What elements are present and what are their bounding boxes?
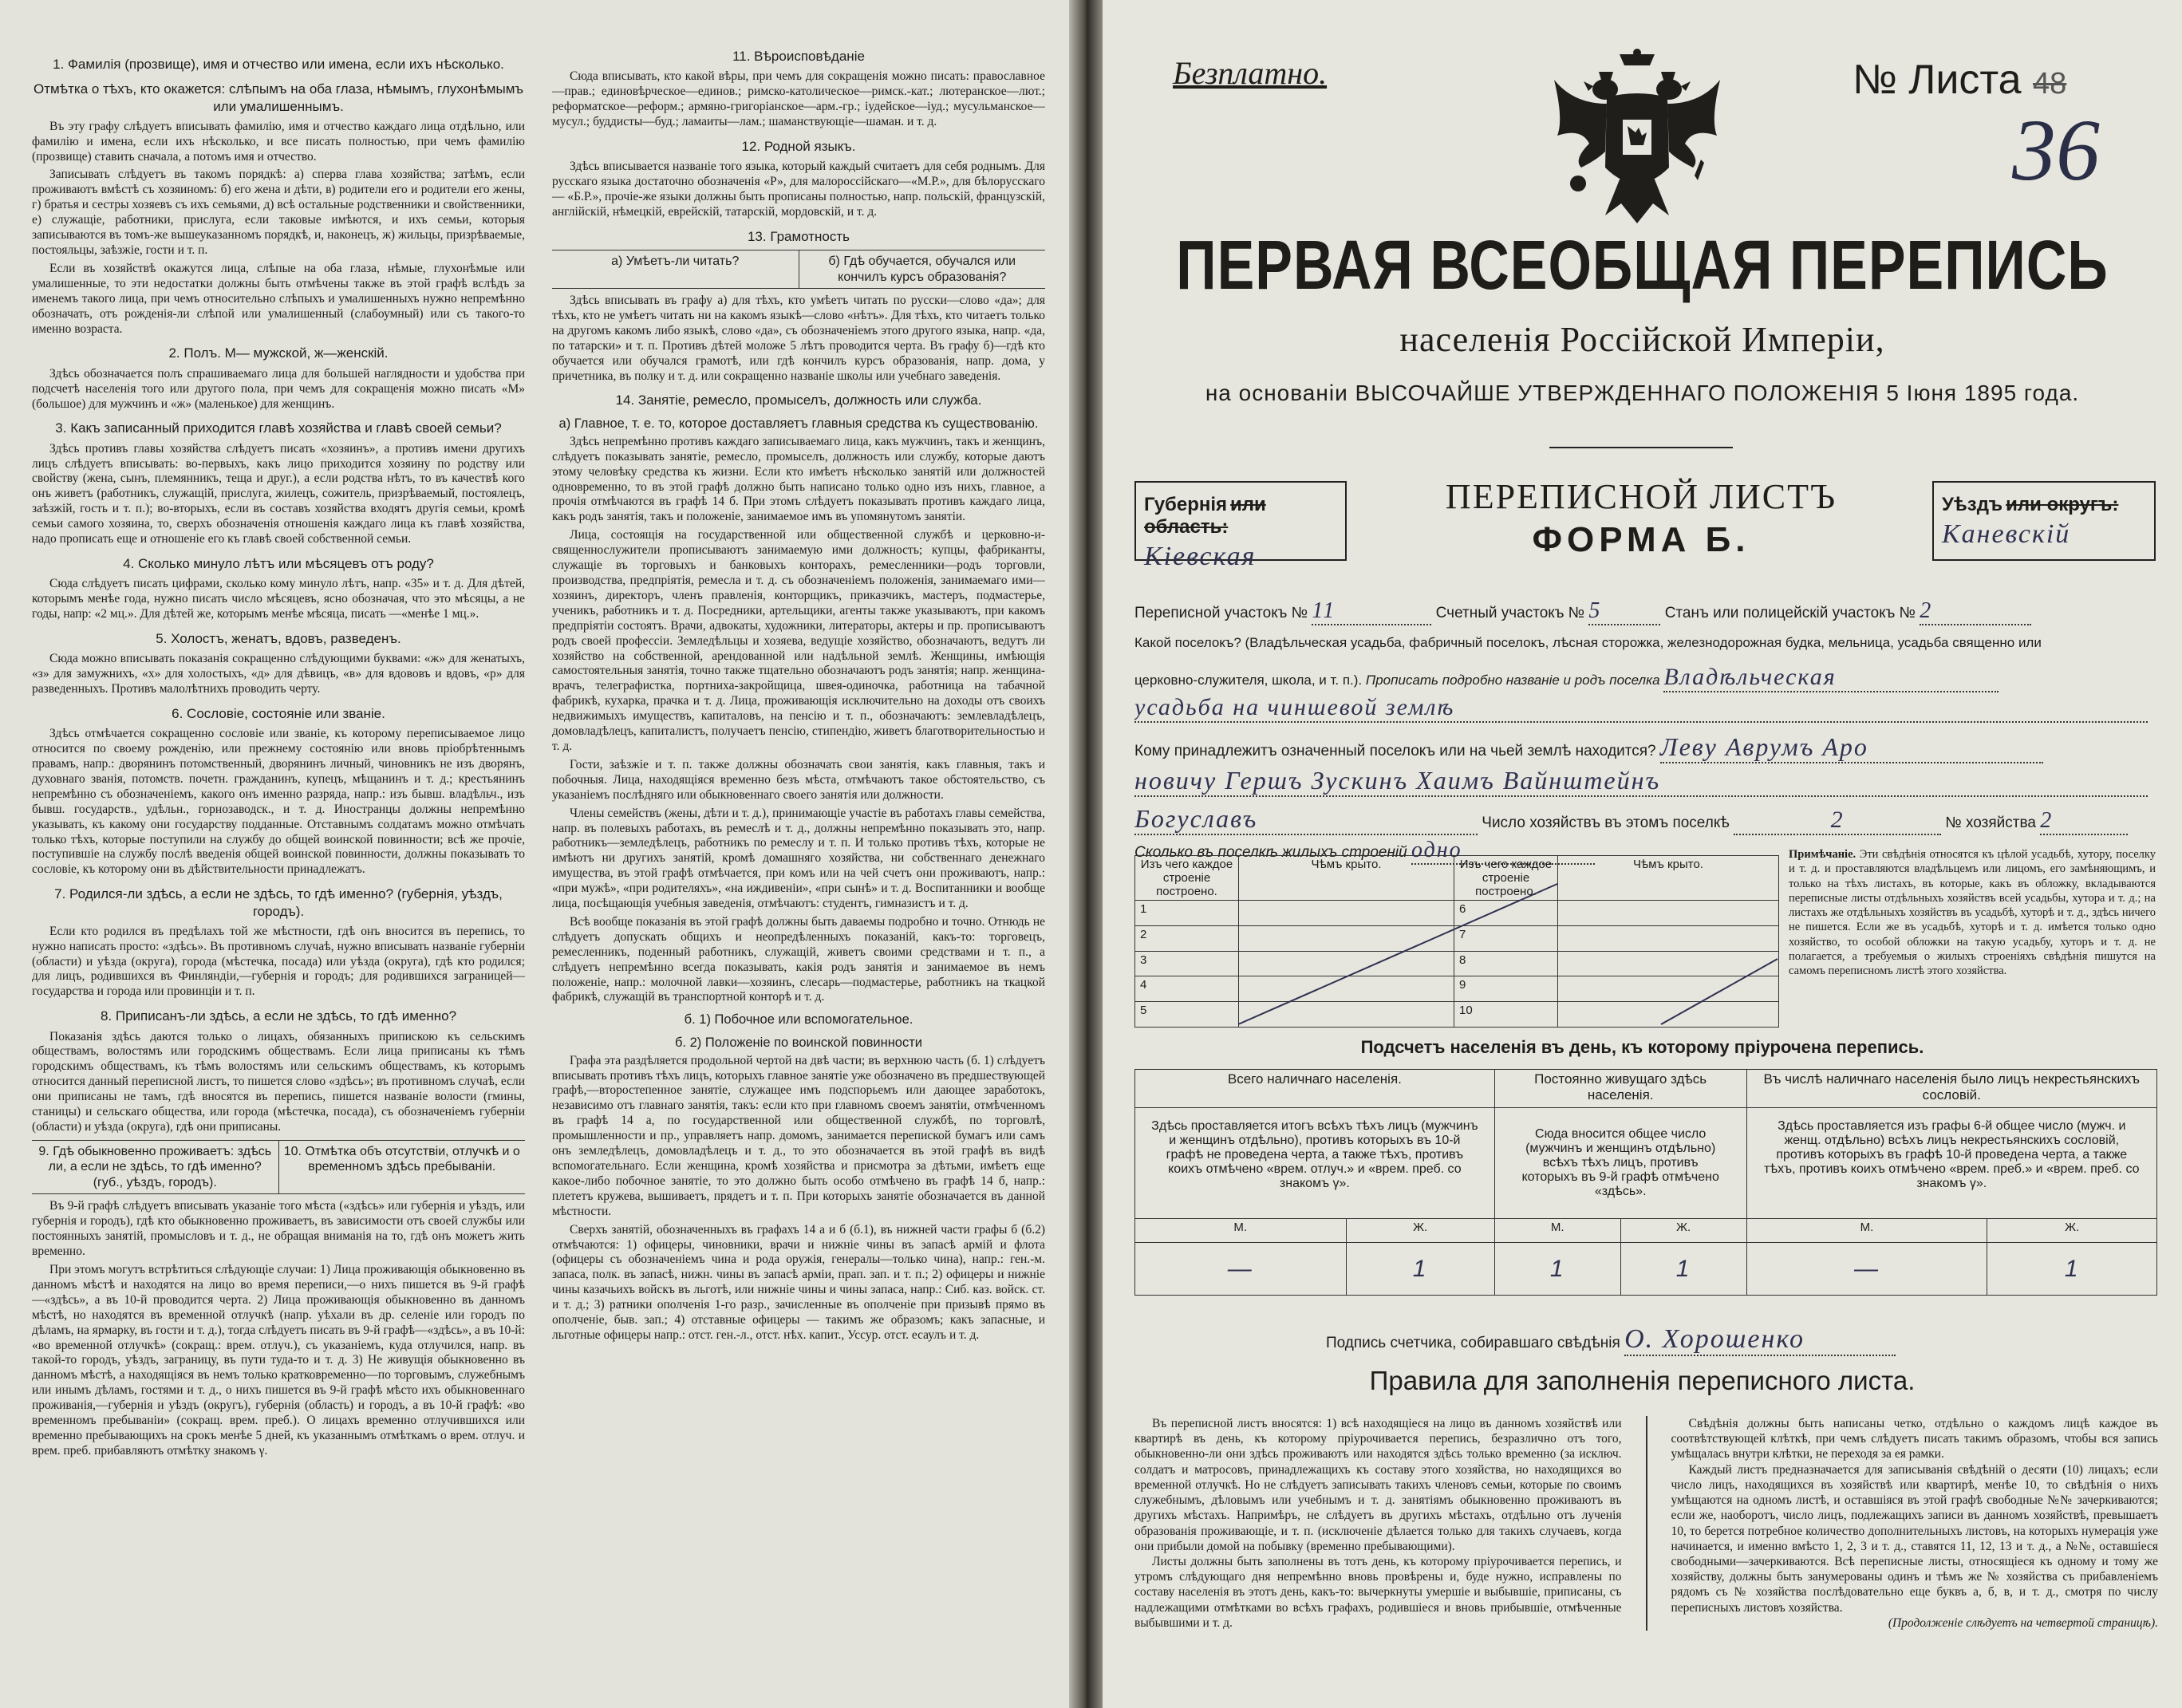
divider — [1646, 1416, 1647, 1631]
paragraph: Здѣсь вписывается названіе того языка, который каждый считаетъ для себя роднымъ. Для русскаго языка достаточно обозначенія «Р», для малороссійскаго—«М.Р.», для бѣлорусскаго — «Б.Р.», прочіе-же языки должны быть прописаны полностью, напр. польскій, французскій, англійскій, нѣмецкій, еврейскій, татарскій, мордовскій, и т. д. — [552, 160, 1045, 219]
district-row: Переписной участокъ № 11 Счетный участокъ № 5 Станъ или полицейскій участокъ № 2 — [1134, 598, 2158, 625]
sheet-number-old: 48 — [2033, 67, 2067, 101]
divider — [1549, 447, 1733, 448]
paragraph: Члены семействъ (жены, дѣти и т. д.), принимающіе участіе въ работахъ главы семейства, напр. въ полевыхъ работахъ, въ ремеслѣ и т. д., должны непремѣнно показывать это, напр. работникъ—земледѣлецъ, работникъ по ремеслу и т. п. И только противъ тѣхъ, которые не имѣютъ ни другихъ занятій, кромѣ домашняго хозяйства, ни собственнаго денежнаго имущества, въ этой графѣ отмѣчается, при комъ или на чей счетъ они проживаютъ, напр.: «при мужѣ», «при родителяхъ», «на иждивеніи», «при сынѣ» и т. д. Воспитанники и вообще лица, посѣщающія учебныя заведенія, отмѣчаютъ: студентъ, гимназистъ и т. д. — [552, 806, 1045, 911]
owner-value: Леву Аврумъ Аро — [1660, 732, 2043, 763]
paragraph: Здѣсь вписывать въ графу а) для тѣхъ, кто умѣетъ читать по русски—слово «да»; для тѣхъ, кто не умѣетъ читать ни на какомъ языкѣ—слово «нѣтъ». Для тѣхъ, кто читаетъ только на другомъ какомъ либо языкѣ, слово «да», съ обозначеніемъ этого другого языка, напр. «да, по татарски» и т. п. Противъ дѣтей моложе 5 лѣтъ проводится черта. Въ графу б)—гдѣ кто обучается или обучался грамотѣ, или гдѣ кончилъ курсъ образованія, напр. дома, у причетника, въ полку и т. д. или сокращенно названіе школы или учебнаго заведенія. — [552, 294, 1045, 383]
paragraph: Каждый листъ предназначается для записыванія свѣдѣній о десяти (10) лицахъ; если число лицъ, находящихся въ хозяйствѣ или квартирѣ, менѣе 10, то свѣдѣнія о нихъ умѣщаются на одномъ листѣ, и оставшіяся въ этой графѣ свободные №№ зачеркиваются; если же, наоборотъ, число лицъ, подлежащихъ записи въ данномъ хозяйствѣ, превышаетъ 10, то берется потребное количество дополнительныхъ листовъ, на которыхъ нумерація уже начинается, и именно вмѣсто 1, 2, 3 и т. д., ставятся 11, 12, 13 и т. д., а №№, оставшіеся свободными—зачеркиваются. Всѣ переписные листы, относящіеся къ одному и тому же хозяйству, должны быть занумерованы одинъ и тѣмъ же № хозяйства съ прибавленіемъ рядомъ съ № хозяйства послѣдовательно еще буквъ а, б, в, и т. д., смотря по числу переписныхъ листовъ хозяйства. — [1671, 1462, 2158, 1615]
paragraph: Въ 9-й графѣ слѣдуетъ вписывать указаніе того мѣста («здѣсь» или губернія и уѣздъ, или губернія и городъ), гдѣ кто обыкновенно проживаетъ, въ зависимости отъ своей службы или постоянныхъ занятій, промысловъ и т. д., не обращая вниманія на то, гдѣ онъ можетъ жить временно. — [32, 1199, 525, 1259]
column-header: Всего наличнаго населенія. — [1135, 1070, 1495, 1108]
guberniya-box — [1134, 481, 1347, 571]
uezd-value: Каневскій — [1942, 519, 2071, 549]
paragraph: Здѣсь отмѣчается сокращенно сословіе или званіе, къ которому переписываемое лицо относится по своему рожденію, или прежнему состоянію или вновь пріобрѣтеннымъ правамъ, напр.: дворянинъ потомственный, дворянинъ личный, чиновникъ не изъ дворянъ, духовнаго званія, потомств. почетн. гражданинъ, купецъ, мѣщанинъ и т. д.; крестьянинъ непремѣнно съ обозначеніемъ, какого онъ именно разряда, напр.: изъ бывш. владѣльч., изъ бывш. государств., удѣльн., горнозаводск., и т. д. Иностранцы должны непремѣнно указывать, къ какому они государству подданные. Отставнымъ солдатамъ можно отмѣчать только тѣхъ, которые поступили на службу до общей воинской повинности; всѣ же прочіе, поступившіе на службу послѣ введенія общей воинской повинности, должны показывать то сословіе, къ которому они въ дѣйствительности принадлежатъ. — [32, 727, 525, 877]
settlement-name-value: Владѣльческая — [1663, 664, 1999, 692]
households-row: Богуславъ Число хозяйствъ въ этомъ поселкѣ 2 № хозяйства 2 — [1134, 804, 2158, 835]
rules-column-2 — [1671, 1416, 2159, 1631]
sheet-number-value: 36 — [2012, 101, 2100, 199]
section-heading: 4. Сколько минуло лѣтъ или мѣсяцевъ отъ роду? — [123, 556, 434, 571]
double-headed-eagle-emblem — [1549, 48, 1725, 231]
paragraph: Здѣсь непремѣнно противъ каждаго записываемаго лица, какъ мужчинъ, такъ и женщинъ, слѣдуетъ показывать занятіе, ремесло, промыселъ, должность или службу, которые даютъ этому человѣку средства къ жизни. Если кто имѣетъ нѣсколько занятій или должностей одновременно, то въ этой графѣ должно быть написано только одно изъ нихъ, главное, а прочія отмѣчаются въ графѣ 14 б. При этомъ слѣдуетъ показывать противъ каждаго лица, какъ родъ занятія, такъ и положеніе, занимаемое имъ въ упомянутомъ занятіи. — [552, 434, 1045, 524]
column-header: Изъ чего каждое строеніе построено. — [1454, 856, 1558, 901]
guberniya-value: Кіевская — [1144, 542, 1257, 571]
free-label: Безплатно. — [1173, 55, 1328, 91]
row-number: 6 — [1454, 901, 1558, 926]
census-form-page — [1103, 0, 2182, 1708]
counting-district-number: 5 — [1588, 598, 1660, 625]
uezd-box — [1932, 481, 2156, 561]
rules-column-1 — [1134, 1416, 1622, 1631]
owner-row: Кому принадлежитъ означенный поселокъ или на чьей землѣ находится? Леву Аврумъ Аро — [1134, 732, 2158, 763]
section-heading: 6. Сословіе, состояніе или званіе. — [172, 705, 385, 721]
uezd-struck-label: или округъ: — [2006, 494, 2119, 515]
split-heading — [552, 250, 1045, 289]
row-number: 7 — [1454, 925, 1558, 951]
paragraph: Свѣдѣнія должны быть написаны четко, отдѣльно о каждомъ лицѣ каждое въ соотвѣтствующей клѣткѣ, при чемъ слѣдуетъ писать такимъ образомъ, чтобы вся запись умѣщалась внутри клѣтки, не переходя за ея рамки. — [1671, 1417, 2158, 1461]
section-heading: 5. Холостъ, женатъ, вдовъ, разведенъ. — [156, 630, 401, 646]
strike-through-lines — [1134, 855, 1779, 1028]
row-number: 3 — [1135, 951, 1239, 976]
section-heading: б) Гдѣ обучается, обучался или кончилъ курсъ образованія? — [799, 250, 1046, 288]
paragraph: Лица, состоящія на государственной или общественной службѣ и церковно-и-священнослужители прописываютъ занимаемую ими должность; купцы, фабриканты, служащіе въ торговыхъ и банковыхъ конторахъ, ремесленники—родъ торговли, производства, предпріятія, ремесла и т. д. съ обозначеніемъ положенія, занимаемаго ими—хозяинъ, директоръ, членъ правленія, конторщикъ, приказчикъ, мастеръ, подмастерье, ученикъ, работникъ и т. д. Посредники, артельщики, агенты также указываютъ, при какомъ предпріятіи состоятъ. Врачи, адвокаты, художники, литераторы, актеры и пр. прописываютъ родъ своей профессіи. Земледѣльцы и хозяева, ведущіе хозяйство, обозначаютъ, ведутъ ли хозяйство на собственной, арендованной или надѣльной землѣ. Женщины, имѣющія самостоятельныя занятія, точно также тщательно обозначаютъ родъ занятія; напр. женщина-врачъ, телеграфистка, портниха-закройщица, швея-одиночка, работница на табачной фабрикѣ, кухарка, прачка и т. д. Лица, проживающія исключительно на доходы отъ своихъ недвижимыхъ имуществъ, капиталовъ, на пенсію и т. п., обозначаютъ: землевладѣлецъ, домовладѣлецъ, капиталистъ, получаетъ пенсію, стипендію, живетъ благотворительностью и т. д. — [552, 528, 1045, 753]
police-district-number: 2 — [1920, 598, 2031, 625]
male-header: М. — [1494, 1219, 1620, 1243]
paragraph: При этомъ могутъ встрѣтиться слѣдующіе случаи: 1) Лица проживающія обыкновенно въ данномъ мѣстѣ и находятся на лицо во время переписи,—о нихъ пишется въ 9-й графѣ—«здѣсь», а въ 10-й проводится черта. 2) Лица проживающія обыкновенно въ данномъ мѣстѣ, но находятся въ временной отлучкѣ (напр. уѣхали въ др. селеніе или городъ по дѣламъ, на ярмарку, въ гости и т. д.), тогда слѣдуетъ писать въ 9-й графѣ—«здѣсь», а въ 10-й: «во временной отлучкѣ» (сокращ.: врем. отлуч.), съ указаніемъ, куда отлучился, напр. въ такой-то городъ, уѣздъ, заграницу, въ пути туда-то и т. д. 3) Не живущія обыкновенно въ данномъ мѣстѣ, а находящіяся въ немъ только кратковременно—по торговымъ, служебнымъ или инымъ дѣламъ, гостями и т. д., о нихъ пишется въ 9-й графѣ мѣсто ихъ обыкновеннаго проживанія,—губернія и уѣздъ (округъ), губернія (область) и городъ, а въ 10-й графѣ: «во временномъ пребываніи» (сокращ. врем. преб.). О лицахъ временно отлучившихся или временно пребывающихъ на срокъ менѣе 5 дней, къ указаннымъ отмѣткамъ о врем. отлуч. и врем. преб. прибавляютъ отмѣтку знакомъ γ. — [32, 1263, 525, 1458]
female-header: Ж. — [1346, 1219, 1494, 1243]
owner-value-end: Богуславъ — [1134, 804, 1478, 835]
section-subheading: б. 1) Побочное или вспомогательное. — [684, 1012, 913, 1028]
section-heading: 1. Фамилія (прозвище), имя и отчество или имена, если ихъ нѣсколько. — [53, 57, 504, 72]
paragraph: Всѣ вообще показанія въ этой графѣ должны быть даваемы подробно и точно. Отнюдь не слѣдуетъ допускать общихъ и неопредѣленныхъ показаній, какъ-то: торговецъ, ремесленникъ, поденный работникъ, служащій, живетъ своими средствами и т. п., а слѣдуетъ непремѣнно всегда показывать, какія родъ занятія и занимаемое въ немъ положеніе, напр.: молочной лавки—хозяинъ, слесарь—подмастерье, работникъ на ткацкой фабрикѣ, служащій въ транспортной конторѣ и т. д. — [552, 914, 1045, 1004]
column-header: Чѣмъ крыто. — [1558, 856, 1779, 901]
paragraph: Въ переписной листъ вносятся: 1) всѣ находящіеся на лицо въ данномъ хозяйствѣ или квартирѣ въ день, къ которому пріурочивается перепись, безразлично отъ того, обыкновенно-ли они здѣсь проживаютъ или находятся здѣсь только временно (за исключ. солдатъ и матросовъ, принадлежащихъ къ составу этого хозяйства, но находящихся во временной отлучкѣ. Но не слѣдуетъ записывать такихъ членовъ семьи, которые по своимъ служебнымъ, дѣловымъ или учебнымъ и т. д. занятіямъ обыкновенно проживаютъ въ другихъ мѣстахъ. Напримѣръ, не слѣдуетъ въ другихъ мѣстахъ, отдѣльно отъ лученія образованія проживающіе, и т. п. (исключеніе дѣлается только для такихъ случаевъ, когда они прибыли домой на побывку (временно пребывающими). — [1134, 1417, 1622, 1553]
instructions-page — [0, 0, 1069, 1708]
paragraph: Если кто родился въ предѣлахъ той же мѣстности, гдѣ онъ вносится въ перепись, то нужно написать просто: «здѣсь». Въ противномъ случаѣ, нужно вписывать названіе губерніи (области) и уѣзда (округа), города (мѣстечка, посада) или уѣзда (округа), гдѣ кто родился; для лицъ, родившихся въ Финляндіи,—губернія и городъ; для родившихся заграницей—государства и города или провинціи и т. п. — [32, 924, 525, 999]
signature-label: Подпись счетчика, собиравшаго свѣдѣнія — [1326, 1335, 1620, 1351]
sheet-number-label: № Листа 48 — [1853, 57, 2067, 103]
section-subheading: а) Главное, т. е. то, которое доставляетъ главныя средства къ существованію. — [558, 416, 1039, 431]
paragraph: Записывать слѣдуетъ въ такомъ порядкѣ: а) сперва глава хозяйства; затѣмъ, если проживаютъ вмѣстѣ съ хозяиномъ: б) его жена и дѣти, в) родители его и родители его жены, г) братья и сестры хозяевъ съ ихъ семьями, д) всѣ остальные родственники и свойственники, е) служащіе, работники, прислуга, если таковые имѣются, и ихъ семьи, которыя записываются въ томъ-же вышеуказанномъ порядкѣ, и, наконецъ, ж) жильцы, призрѣваемые, постояльцы, заѣзжіе, гости и т. п. — [32, 168, 525, 257]
paragraph: Сюда можно вписывать показанія сокращенно слѣдующими буквами: «ж» для женатыхъ, «з» для замужнихъ, «х» для холостыхъ, «д» для дѣвицъ, «в» для вдововъ и вдовъ, «р» для разведенныхъ. Противъ малолѣтнихъ проводить черту. — [32, 652, 525, 696]
column-description: Сюда вносится общее число (мужчинъ и женщинъ отдѣльно) всѣхъ тѣхъ лицъ, противъ которыхъ въ 9-й графѣ отмѣчено «здѣсь». — [1494, 1108, 1746, 1219]
section-heading: а) Умѣетъ-ли читать? — [611, 254, 740, 268]
section-heading: Отмѣтка о тѣхъ, кто окажется: слѣпымъ на оба глаза, нѣмымъ, глухонѣмымъ или умалишеннымъ. — [33, 81, 524, 114]
split-heading — [32, 1140, 525, 1195]
owner-row-cont — [1134, 766, 2158, 797]
row-number: 9 — [1454, 976, 1558, 1002]
paragraph: Сюда вписывать, кто какой вѣры, при чемъ для сокращенія можно писать: православное—прав.; единовѣрческое—единов.; римско-католическое—римск.-кат.; лютеранское—лют.; реформатское—реформ.; армяно-григоріанское—арм.-гр.; іудейское—іуд.; мусульманское—мусул.; буддисты—буд.; ламаиты—лам.; шаманствующіе—шаман. и т. д. — [552, 69, 1045, 128]
present-male-value: — — [1135, 1243, 1347, 1296]
households-count: 2 — [1734, 807, 1941, 835]
column-header: Изъ чего каждое строеніе построено. — [1135, 856, 1239, 901]
nonpeasant-male-value: — — [1746, 1243, 1987, 1296]
paragraph: Сверхъ занятій, обозначенныхъ въ графахъ 14 а и б (б.1), въ нижней части графы б (б.2) отмѣчаются: 1) офицеры, чиновники, врачи и нижніе чины въ запасѣ армій и флота (офицеры съ обозначеніемъ чина и рода оружія, генералы—только чина), напр.: ген.-м. запаса, полк. въ запасѣ, нижн. чины въ запасѣ арміи, прап. зап. и т. п.; 2) офицеры и нижніе чины казачьихъ войскъ въ льготѣ, или нижніе чины и чины запаса, напр.: Сиб. каз. войск. ст. и т. д.; 3) ратники ополченія 1-го разр., зачисленные въ ополченіе при призывѣ прямо въ ополченіе, быв. зап.; 4) отставные офицеры — такимъ же образомъ; какъ запасные, и льготные офицеры напр.: отст. ген.-л., отст. нѣх. капит., Уссур. отст. есаулъ и т. д. — [552, 1222, 1045, 1342]
paragraph: Сюда слѣдуетъ писать цифрами, сколько кому минуло лѣтъ, напр. «35» и т. д. Для дѣтей, которымъ менѣе года, нужно писать число мѣсяцевъ, ясно обозначая, что это мѣсяцы, а не годы, напр: «2 мц.». Для дѣтей же, которымъ менѣе мѣсяца, писать —«менѣе 1 мц.». — [32, 577, 525, 621]
section-heading: 11. Вѣроисповѣданіе — [732, 49, 865, 64]
male-header: М. — [1135, 1219, 1347, 1243]
paragraph: Графа эта раздѣляется продольной чертой на двѣ части; въ верхнюю часть (б. 1) слѣдуетъ вписывать противъ тѣхъ лицъ, которыхъ главное занятіе уже обозначено въ предшествующей графѣ,—второстепенное занятіе, служащее имъ подспорьемъ или дающее заработокъ, независимо отъ главнаго занятія, такъ: если кто при главномъ своемъ занятіи, отмѣченномъ въ графѣ 14 а, по государственной или общественной службѣ, по торговлѣ, промышленности и пр., управляетъ напр. домомъ, занимается перепиской бумагъ или самъ онъ земледѣлецъ, домовладѣлецъ и т. д., то это обозначается въ этой графѣ въ видѣ вспомогательнаго. Если женщина, кромѣ хозяйства и присмотра за дѣтьми, имѣетъ еще какое-либо побочное занятіе, то это должно быть особо отмѣчено въ графѣ 14 б, напр.: плететъ кружева, вышиваетъ, прядетъ и т. п. При которыхъ занятіе обозначается въ данной мѣстности. — [552, 1053, 1045, 1218]
guberniya-struck-label: или область: — [1144, 494, 1266, 538]
paragraph: Показанія здѣсь даются только о лицахъ, обязанныхъ припискою къ сельскимъ обществамъ, волостямъ или городскимъ обществамъ. Если лица приписаны къ тѣмъ городскимъ обществамъ, къ тѣмъ волостямъ или сельскимъ обществамъ, къ которымъ относится данный переписной листъ, то пишется слово «здѣсь»; въ противномъ случаѣ, если они приписаны не тамъ, гдѣ вносятся въ перепись, пишется названіе волости (гмины, станицы) и сельскаго общества, или города (мѣстечка, посада), съ обозначеніемъ губерніи (области) и уѣзда (округа), гдѣ они приписаны. — [32, 1029, 525, 1134]
section-heading: 8. Приписанъ-ли здѣсь, а если не здѣсь, то гдѣ именно? — [100, 1008, 457, 1024]
male-header: М. — [1746, 1219, 1987, 1243]
settlement-name-value-cont: усадьба на чиншевой землѣ — [1134, 694, 2148, 723]
resident-female-value: 1 — [1620, 1243, 1746, 1296]
household-number: 2 — [2040, 808, 2128, 835]
population-count-table — [1134, 1069, 2157, 1296]
guberniya-label: Губернія — [1144, 494, 1228, 515]
female-header: Ж. — [1987, 1219, 2157, 1243]
section-heading: 12. Родной языкъ. — [741, 138, 856, 154]
row-number: 1 — [1135, 901, 1239, 926]
instructions-column-1 — [32, 48, 525, 1684]
nonpeasant-female-value: 1 — [1987, 1243, 2157, 1296]
row-number: 8 — [1454, 951, 1558, 976]
form-heading — [1350, 476, 1932, 560]
rules-section — [1134, 1416, 2158, 1631]
section-heading: 2. Полъ. М— мужской, ж—женскій. — [168, 345, 389, 361]
census-subtitle: населенія Россійской Имперіи, — [1399, 320, 1885, 359]
rules-title: Правила для заполненія переписного листа. — [1369, 1366, 1916, 1395]
district-number: 11 — [1312, 598, 1431, 625]
paragraph: Гости, заѣзжіе и т. п. также должны обозначать свои занятія, какъ главныя, такъ и побочныя. Лица, находящіяся временно безъ мѣста, отмѣчаютъ такое обстоятельство, съ указаніемъ послѣдняго или обыкновеннаго своего занятія или должности. — [552, 757, 1045, 802]
row-number: 4 — [1135, 976, 1239, 1002]
owner-value-cont: новичу Гершъ Зускинъ Хаимъ Вайнштейнъ — [1134, 766, 2148, 797]
section-heading: 3. Какъ записанный приходится главѣ хозяйства и главѣ своей семьи? — [55, 420, 502, 436]
form-type: ФОРМА Б. — [1532, 520, 1750, 559]
row-number: 5 — [1135, 1002, 1239, 1028]
note-text: Эти свѣдѣнія относятся къ цѣлой усадьбѣ, хутору, поселку и т. д. и проставляются владѣльцемъ или лицомъ, его замѣняющимъ, и только на тѣхъ листахъ, въ которые, какъ въ обложку, вкладываются переписные листы отдѣльныхъ хозяйствъ всей усадьбы, хутора и т. д.; на листахъ же отдѣльныхъ хозяйствъ въ усадьбѣ, хуторѣ и т. д., здѣсь ничего не пишется. Если же въ усадьбѣ, хуторѣ и т. д. имѣется только одно хозяйство, то особой обложки на такую усадьбу, хуторъ и т. д. не полагается, а требуемыя о жилыхъ строеніяхъ свѣдѣнія пишутся на самомъ переписномъ листѣ этого хозяйства. — [1789, 848, 2156, 978]
settlement-type-row: Какой поселокъ? (Владѣльческая усадьба, фабричный поселокъ, лѣсная сторожка, железнодорожная будка, мельница, усадьба священно или — [1134, 635, 2042, 650]
paragraph: Здѣсь противъ главы хозяйства слѣдуетъ писать «хозяинъ», а противъ имени другихъ лицъ слѣдуетъ вписывать: во-первыхъ, какъ лицо приходится хозяину по родству или свойству (жена, сынъ, племянникъ, теща и друг.), а если родства нѣтъ, то въ качествѣ кого онъ живетъ (работникъ, служащій, прислуга, жилецъ, сожитель, призрѣваемый, постоялецъ, заѣзжій, гость и т. п.); во-вторыхъ, если въ составъ хозяйства входятъ другія семьи, кромѣ семьи самого хозяина, то, сверхъ обозначенія отношенія каждаго лица къ главѣ хозяйства, надо прописать еще и отношеніе его къ главѣ своей собственной семьи. — [32, 441, 525, 546]
book-gutter — [1069, 0, 1103, 1708]
present-female-value: 1 — [1346, 1243, 1494, 1296]
column-description: Здѣсь проставляется итогъ всѣхъ тѣхъ лицъ (мужчинъ и женщинъ отдѣльно), противъ которыхъ въ 10-й графѣ не проведена черта, а также тѣхъ, противъ коихъ отмѣчено «врем. отлуч.» и «врем. преб. со знакомъ γ». — [1135, 1108, 1495, 1219]
settlement-name-cont — [1134, 694, 2158, 723]
buildings-row: Сколько въ поселкѣ жилыхъ строеній одно — [1134, 838, 2158, 865]
section-subheading: б. 2) Положеніе по воинской повинности — [674, 1035, 923, 1050]
signature-row — [1326, 1324, 1896, 1356]
settlement-name-row: церковно-служителя, школа, и т. п.). Прописать подробно названіе и родъ поселка Владѣльческая — [1134, 664, 2158, 692]
column-header: Въ числѣ наличнаго населенія было лицъ некрестьянскихъ сословій. — [1746, 1070, 2156, 1108]
section-heading: 7. Родился-ли здѣсь, а если не здѣсь, то гдѣ именно? (губернія, уѣздъ, городъ). — [54, 886, 503, 919]
signature-value: О. Хорошенко — [1624, 1324, 1896, 1356]
section-heading: 13. Грамотность — [747, 228, 850, 244]
census-title: ПЕРВАЯ ВСЕОБЩАЯ ПЕРЕПИСЬ — [1176, 226, 2109, 304]
column-description: Здѣсь проставляется изъ графы 6-й общее число (мужч. и женщ. отдѣльно) всѣхъ лицъ некрестьянскихъ сословій, противъ которыхъ въ графѣ 10-й проведена черта, а также тѣхъ, противъ коихъ отмѣчено «врем. преб.» и «врем. преб. со знакомъ γ». — [1746, 1108, 2156, 1219]
uezd-label: Уѣздъ — [1942, 494, 2003, 515]
paragraph: Здѣсь обозначается полъ спрашиваемаго лица для большей наглядности и удобства при подсчетѣ населенія того или другого пола, при чемъ для сокращенія можно писать «М» (большое) для мужчинъ и «ж» (маленькое) для женщинъ. — [32, 366, 525, 411]
section-heading: 14. Занятіе, ремесло, промыселъ, должность или служба. — [615, 392, 982, 408]
count-title: Подсчетъ населенія въ день, къ которому пріурочена перепись. — [1360, 1037, 1924, 1057]
female-header: Ж. — [1620, 1219, 1746, 1243]
section-heading: 10. Отмѣтка объ отсутствіи, отлучкѣ и о временномъ здѣсь пребываніи. — [278, 1141, 526, 1194]
continuation-note: (Продолженіе слѣдуетъ на четвертой страницѣ). — [1888, 1615, 2158, 1630]
paragraph: Если въ хозяйствѣ окажутся лица, слѣпые на оба глаза, нѣмые, глухонѣмые или умалишенные, то эти недостатки должны быть отмѣчены также въ этой графѣ вслѣдъ за именемъ такого лица, при чемъ относительно слѣпыхъ и умалишенныхъ нужно непремѣнно обозначать, отъ рожденія-ли слѣпой или умалишенный (слабоумный) или съ такого-то именно возраста. — [32, 261, 525, 336]
row-number: 2 — [1135, 925, 1239, 951]
note-title: Примѣчаніе. — [1789, 848, 1856, 861]
buildings-count: одно — [1411, 838, 1595, 865]
column-header: Чѣмъ крыто. — [1239, 856, 1454, 901]
row-number: 10 — [1454, 1002, 1558, 1028]
instructions-column-2 — [552, 48, 1045, 1684]
census-decree: на основаніи ВЫСОЧАЙШЕ УТВЕРЖДЕННАГО ПОЛОЖЕНІЯ 5 Іюня 1895 года. — [1205, 381, 2080, 405]
paragraph: Листы должны быть заполнены въ тотъ день, къ которому пріурочивается перепись, и утромъ слѣдующаго дня непремѣнно вновь провѣрены и, буде нужно, исправлены по составу населенія въ этотъ день, какъ-то: вычеркнуты умершіе и выбывшіе, приписаны, съ надлежащими отмѣтками во всѣхъ графахъ, родившіеся и вновь прибывшіе, отмѣченные выбывшими и т. д. — [1134, 1554, 1622, 1630]
form-title: ПЕРЕПИСНОЙ ЛИСТЪ — [1445, 477, 1837, 516]
paragraph: Въ эту графу слѣдуетъ вписывать фамилію, имя и отчество каждаго лица отдѣльно, или фамилію и имена, если ихъ нѣсколько, и все писать полностью, при чемъ фамилію (прозвище) ставить сначала, а потомъ имя и отчество. — [32, 119, 525, 164]
column-header: Постоянно живущаго здѣсь населенія. — [1494, 1070, 1746, 1108]
resident-male-value: 1 — [1494, 1243, 1620, 1296]
note — [1789, 847, 2156, 978]
section-heading: 9. Гдѣ обыкновенно проживаетъ: здѣсь ли, а если не здѣсь, то гдѣ именно? (губ., уѣздъ, городъ). — [38, 1144, 272, 1189]
